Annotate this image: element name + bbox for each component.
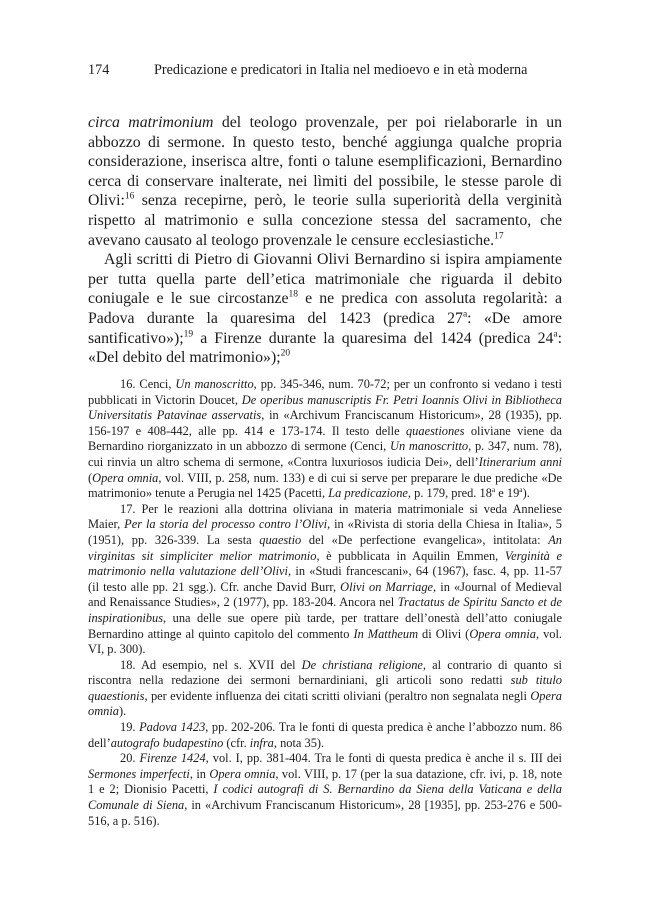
note-reference: a	[519, 485, 523, 495]
note-reference: 18	[288, 290, 298, 301]
text-run: 18. Ad esempio, nel s. XVII del	[120, 657, 302, 672]
italic-text: Per la storia del processo contro l’Olivi	[124, 517, 328, 532]
main-text	[88, 113, 562, 368]
text-run: , p. 347, num. 78), cui rinvia un altro schema di sermone, «Contra luxuriosos iudicia Dei», dell’	[88, 439, 562, 469]
italic-text: circa matrimonium	[88, 114, 214, 131]
text-run: del «De perfectione evangelica», intitolata:	[301, 532, 549, 547]
footnote	[88, 720, 562, 751]
italic-text: Sermones imperfecti	[88, 766, 190, 781]
italic-text: quaestiones	[405, 423, 465, 438]
note-reference: 20	[280, 348, 291, 359]
note-reference: 19	[183, 329, 194, 340]
text-run: , p. 179, pred. 18	[407, 486, 492, 501]
note-reference: a	[491, 485, 496, 495]
text-run: , nota 35).	[273, 735, 325, 750]
text-run: in «Journal of Medieval and Renaissance Studies», 2 (1977), pp. 183-204. Ancora nel	[88, 579, 562, 610]
italic-text: In Mattheum	[353, 626, 419, 641]
footnote	[88, 377, 562, 502]
text-run: , in «Rivista di storia della Chiesa in Italia», 5 (1951), pp. 326-339. La sesta	[88, 517, 563, 547]
italic-text: Opera omnia	[469, 626, 536, 641]
italic-text: Opera omnia	[209, 766, 276, 781]
text-run: ).	[118, 704, 127, 719]
italic-text: autografo budapestino	[110, 735, 224, 750]
italic-text: La predicazione	[328, 486, 408, 501]
text-run: , pp. 345-346, num. 70-72; per un confronto si vedano i testi pubblicati in Victorin Doucet,	[88, 377, 562, 407]
italic-text: Itinerarium anni	[478, 454, 562, 469]
page-number: 174	[88, 62, 110, 78]
text-run: , per evidente influenza dei citati scritti oliviani (peraltro non segnalata negli	[144, 688, 531, 703]
note-reference: 17	[494, 231, 504, 242]
footnote	[88, 502, 562, 658]
italic-text: Padova 1423	[139, 720, 206, 735]
text-run: senza recepirne, però, le teorie sulla superiorità della verginità rispetto al matrimonio e sulla concezione stessa del sacramento, che avevano causato al teologo provenzale le censure ecclesiastiche.	[88, 192, 562, 249]
italic-text: quaestio	[259, 532, 302, 547]
text-run: , al contrario di quanto si riscontra nella redazione dei sermoni bernardiniani, gli articoli sono redatti	[88, 657, 562, 688]
text-run: ).	[522, 486, 530, 501]
footnotes	[88, 377, 562, 829]
italic-text: Olivi on Marriage,	[340, 579, 437, 594]
text-run: , in	[189, 766, 210, 781]
text-run: 16. Cenci,	[120, 377, 176, 391]
text-run: Agli scritti di Pietro di Giovanni Olivi Bernardino si ispira ampiamente per tutta quella parte dell’etica matrimoniale che riguarda il debito coniugale e le sue circostanze	[88, 251, 562, 308]
text-run: 20.	[120, 751, 140, 766]
note-reference: a	[462, 309, 468, 320]
footnote	[88, 751, 562, 829]
text-run: , una delle sue opere più tarde, per trattare dell’onestà dell’atto coniugale Bernardino attinge al quinto capitolo del commento	[88, 610, 562, 641]
footnote	[88, 658, 562, 720]
text-run: (	[88, 470, 93, 485]
italic-text: Un manoscritto	[390, 439, 469, 454]
text-run: di Olivi (	[418, 626, 470, 641]
italic-text: De christiana religione	[301, 657, 423, 672]
text-run: , in «Archivum Franciscanum Historicum», 28 [1935], pp. 253-276 e 500-516, a p. 516).	[88, 798, 562, 828]
text-run: (cfr.	[223, 735, 250, 750]
text-run: : «De amore santificativo»);	[88, 309, 562, 347]
note-reference: 16	[124, 192, 135, 203]
italic-text: An virginitas sit simpliciter melior matrimonio	[88, 532, 562, 563]
italic-text: sub titulo quaestionis	[88, 673, 562, 703]
text-run: , vol. VIII, p. 258, num. 133) e di cui si serve per preparare le due prediche «De matrimonio» tenute a Perugia nel 1425 (Pacetti,	[88, 470, 562, 501]
running-title: Predicazione e predicatori in Italia nel medioevo e in età moderna	[154, 62, 528, 78]
text-run: del teologo provenzale, per poi rielaborarle in un abbozzo di sermone. In questo testo, benché aggiunga qualche propria considerazione, inserisca altre, fonti o talune esemplificazioni, Bernardino cerca di conservare inalterate, nei lìmiti del possibile, le stesse parole di Olivi:	[88, 114, 563, 210]
text-run: , in «Studi francescani», 64 (1967), fasc. 4, pp. 11-57 (il testo alle pp. 21 sgg.). Cfr. anche David Burr,	[88, 564, 562, 594]
italic-text: infra	[249, 735, 274, 750]
italic-text: Verginità e matrimonio nella valutazione dell’Olivi	[88, 548, 562, 579]
text-run: 17. Per le reazioni alla dottrina oliviana in materia matrimoniale si veda Anneliese Maier,	[88, 501, 562, 532]
italic-text: Opera omnia	[88, 688, 562, 719]
text-run: , vol. I, pp. 381-404. Tra le fonti di questa predica è anche il s. III dei	[205, 751, 562, 766]
italic-text: Un manoscritto	[175, 377, 254, 391]
running-header	[88, 60, 568, 80]
body-paragraph	[88, 113, 562, 250]
text-run: : «Del debito del matrimonio»);	[88, 329, 562, 367]
text-run: , vol. VI, p. 300).	[88, 626, 563, 657]
text-run: e ne predica con assoluta regolarità: a Padova durante la quaresima del 1423 (predica 27	[88, 290, 562, 327]
italic-text: De operibus manuscriptis Fr. Petri Ioannis Olivi in Bibliotheca Universitatis Patavinae asservatis	[88, 392, 562, 423]
text-run: , in «Archivum Franciscanum Historicum», 28 (1935), pp. 156-197 e 408-442, alle pp. 414 e 173-174. Il testo delle	[88, 408, 562, 438]
italic-text: Firenze 1424	[139, 751, 206, 766]
note-reference: a	[553, 329, 558, 340]
body-paragraph	[88, 250, 562, 368]
italic-text: Tractatus de Spiritu Sancto et de inspirationibus	[88, 595, 562, 625]
text-run: , vol. VIII, p. 17 (per la sua datazione, cfr. ivi, p. 18, note 1 e 2; Dionisio Pacetti,	[88, 766, 562, 797]
italic-text: Opera omnia	[92, 470, 159, 485]
text-run: 19.	[120, 720, 140, 735]
text-run: oliviane viene da Bernardino riorganizzato in un abbozzo di sermone (Cenci,	[88, 423, 562, 454]
text-run: e 19	[495, 486, 520, 501]
italic-text: I codici autografi di S. Bernardino da Siena della Vaticana e della Comunale di Siena	[88, 782, 562, 813]
text-run: a Firenze durante la quaresima del 1424 (predica 24	[193, 329, 554, 347]
text-run: , è pubblicata in Aquilin Emmen,	[316, 548, 505, 563]
text-run: , pp. 202-206. Tra le fonti di questa predica è anche l’abbozzo num. 86 dell’	[88, 720, 562, 750]
